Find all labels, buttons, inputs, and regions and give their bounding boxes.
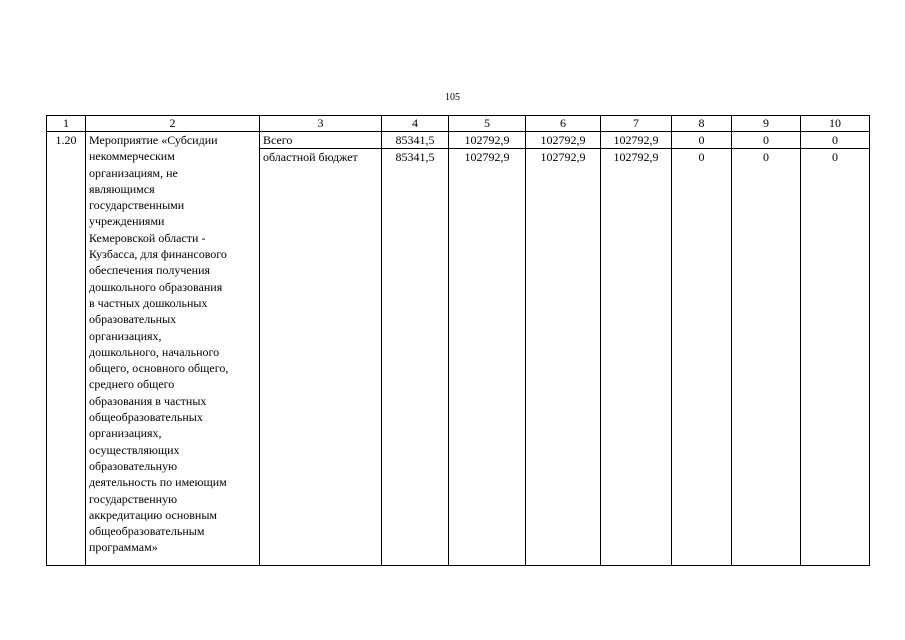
column-header: 7: [601, 116, 672, 132]
description-line: организациям, не: [89, 165, 178, 180]
value-cell: 85341,5: [382, 132, 449, 149]
description-line: общеобразовательных: [89, 410, 203, 425]
description-line: образования в частных: [89, 393, 207, 408]
description-line: организациях,: [89, 328, 162, 343]
description-line: Мероприятие «Субсидии: [89, 133, 218, 147]
column-header: 8: [672, 116, 732, 132]
funding-source: Всего: [260, 132, 382, 149]
description-line: программам»: [89, 540, 158, 555]
value-cell: 102792,9: [449, 132, 526, 149]
value-cell: 0: [732, 149, 801, 566]
value-cell: 85341,5: [382, 149, 449, 566]
column-header: 6: [526, 116, 601, 132]
description-line: государственными: [89, 198, 185, 213]
column-header: 4: [382, 116, 449, 132]
description-line: Кузбасса, для финансового: [89, 247, 227, 262]
value-cell: 102792,9: [526, 149, 601, 566]
description-line: Кемеровской области -: [89, 230, 206, 245]
description-line: образовательных: [89, 312, 177, 327]
funding-table: [46, 115, 870, 566]
description-line: государственную: [89, 491, 178, 506]
column-header: 9: [732, 116, 801, 132]
description-line: обеспечения получения: [89, 263, 211, 278]
column-header: 1: [47, 116, 86, 132]
description-line: среднего общего: [89, 377, 175, 392]
value-cell: 102792,9: [601, 132, 672, 149]
description-line: общеобразовательным: [89, 524, 205, 539]
header-row: [47, 116, 870, 132]
value-cell: 0: [801, 132, 870, 149]
row-number: 1.20: [47, 132, 86, 566]
value-cell: 102792,9: [601, 149, 672, 566]
description-line: осуществляющих: [89, 442, 180, 457]
description-line: общего, основного общего,: [89, 361, 229, 376]
description-line: дошкольного образования: [89, 279, 223, 294]
value-cell: 0: [801, 149, 870, 566]
description-line: дошкольного, начального: [89, 344, 220, 359]
description-line: учреждениями: [89, 214, 165, 229]
description-line: деятельность по имеющим: [89, 475, 227, 490]
value-cell: 0: [732, 132, 801, 149]
value-cell: 0: [672, 149, 732, 566]
value-cell: 102792,9: [526, 132, 601, 149]
description-line: образовательную: [89, 458, 178, 473]
description-line: организациях,: [89, 426, 162, 441]
description-line: являющимся: [89, 181, 155, 196]
funding-source: областной бюджет: [260, 149, 382, 566]
value-cell: 0: [672, 132, 732, 149]
column-header: 3: [260, 116, 382, 132]
value-cell: 102792,9: [449, 149, 526, 566]
description-line: некоммерческим: [89, 149, 175, 164]
measure-description: [86, 132, 260, 566]
column-header: 10: [801, 116, 870, 132]
column-header: 5: [449, 116, 526, 132]
description-line: в частных дошкольных: [89, 295, 208, 310]
table-row: [47, 132, 870, 149]
page-number: 105: [445, 92, 460, 103]
column-header: 2: [86, 116, 260, 132]
description-line: аккредитацию основным: [89, 507, 217, 522]
